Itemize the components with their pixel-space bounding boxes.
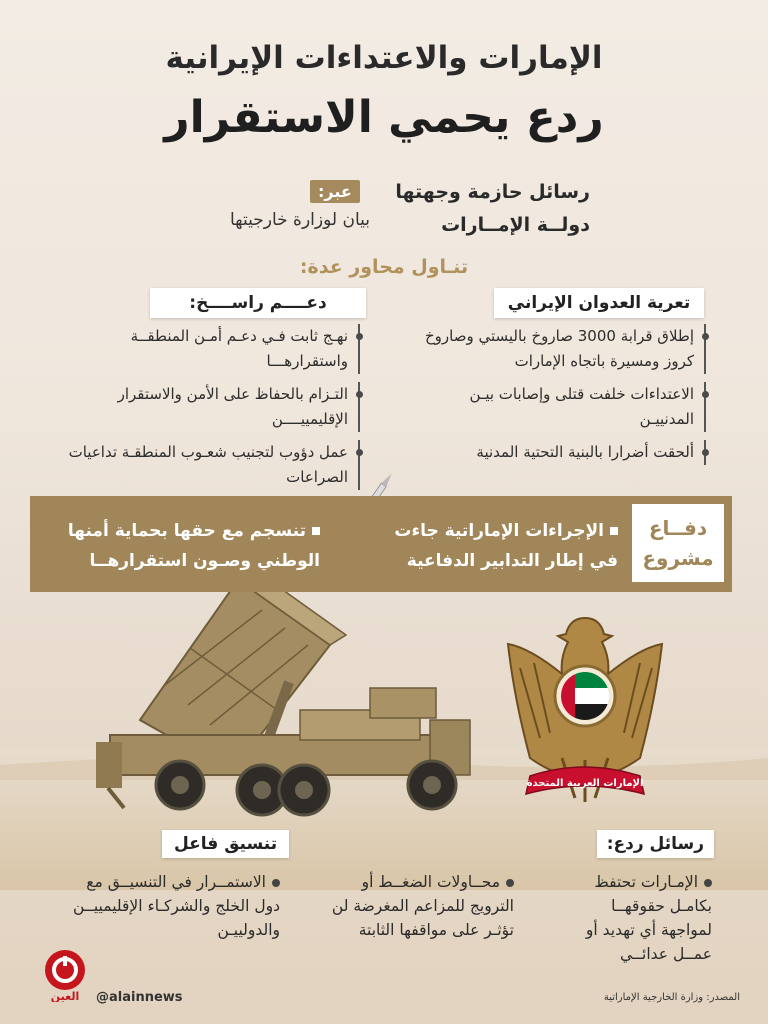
list-item: إطلاق قرابة 3000 صاروخ باليستي وصاروخ كروز ومسيرة باتجاه الإمارات <box>416 324 706 374</box>
axes-heading: تنـاول محاور عدة: <box>299 256 469 278</box>
right-section-list <box>416 324 706 473</box>
deterrence-text <box>562 870 712 966</box>
title-line-1: الإمارات والاعتداءات الإيرانية <box>165 40 603 76</box>
right-section-heading: تعرية العدوان الإيراني <box>494 288 704 318</box>
pressure-text-label: محــاولات الضغــط أو الترويج للمزاعم المغرضة لن تؤثـر على مواقفها الثابتة <box>331 873 514 939</box>
coordination-text-label: الاستمــرار في التنسيــق مع دول الخلج والشركـاء الإقليمييــن والدولييـن <box>73 873 280 939</box>
band-left-label: تنسجم مع حقها بحماية أمنها الوطني وصـون استقرارهــا <box>67 521 320 571</box>
band-right-text <box>378 516 618 576</box>
messages-intro <box>330 176 590 242</box>
via-badge: عبر: <box>310 180 360 203</box>
legit-defense-label <box>632 504 724 582</box>
pressure-text <box>314 870 514 942</box>
list-item: التـزام بالحفاظ على الأمن والاستقرار الإقليمييــــن <box>60 382 360 432</box>
bullet-icon <box>704 879 712 887</box>
legit-defense-line-2: مشروع <box>642 546 714 570</box>
alain-logo-text: العين <box>50 990 80 1002</box>
deterrence-heading: رسائل ردع: <box>597 830 714 858</box>
band-right-label: الإجراءات الإماراتية جاءت في إطار التدابير الدفاعية <box>394 521 618 571</box>
coordination-heading: تنسيق فاعل <box>162 830 289 858</box>
band-left-text <box>60 516 320 576</box>
source-note: المصدر: وزارة الخارجية الإماراتية <box>603 992 740 1003</box>
list-item: ألحقت أضرارا بالبنية التحتية المدنية <box>416 440 706 465</box>
main-title: ردع يحمي الاستقرار <box>164 92 604 143</box>
messages-line-2: دولــة الإمــارات <box>441 214 590 236</box>
list-item: الاعتداءات خلفت قتلى وإصابات بيـن المدنييـن <box>416 382 706 432</box>
via-text: بيان لوزارة خارجيتها <box>229 210 370 230</box>
uae-emblem <box>500 608 670 818</box>
uae-flag-disc <box>555 666 615 726</box>
legit-defense-line-1: دفــاع <box>648 516 708 540</box>
bullet-icon <box>272 879 280 887</box>
coordination-text <box>60 870 280 942</box>
left-section-list <box>60 324 360 498</box>
alain-logo <box>38 948 92 1002</box>
deterrence-text-label: الإمـارات تحتفظ بكامـل حقوقهــا لمواجهة أي تهديد أو عمــل عدائــي <box>585 873 712 963</box>
left-section-heading: دعــــم راســــخ: <box>150 288 366 318</box>
social-handle: @alainnews <box>96 990 183 1005</box>
messages-line-1: رسائل حازمة وجهتها <box>395 181 590 203</box>
emblem-banner-text: الإمارات العربية المتحدة <box>526 778 644 789</box>
list-item: نهـج ثابت فـي دعـم أمـن المنطقــة واستقرارهـــا <box>60 324 360 374</box>
bullet-icon <box>506 879 514 887</box>
square-bullet-icon <box>312 527 320 535</box>
square-bullet-icon <box>610 527 618 535</box>
list-item: عمل دؤوب لتجنيب شعـوب المنطقـة تداعيات الصراعات <box>60 440 360 490</box>
